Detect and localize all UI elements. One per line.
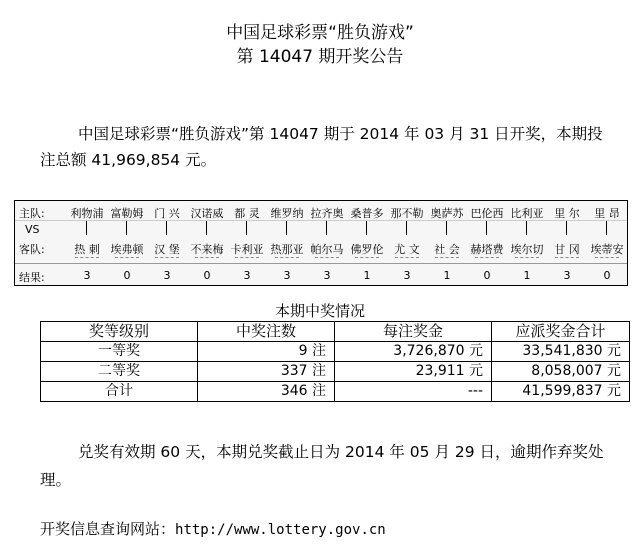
vs-bar <box>286 221 287 235</box>
prize-count: 346 注 <box>198 382 335 402</box>
prize-count: 337 注 <box>198 362 335 382</box>
vs-label: VS <box>25 223 40 236</box>
match-result: 3 <box>243 269 251 282</box>
vs-bar <box>606 221 607 235</box>
vs-bar <box>126 221 127 235</box>
divider <box>235 257 259 258</box>
home-team: 里 尔 <box>554 207 580 220</box>
divider <box>275 257 299 258</box>
away-team: 尤 文 <box>394 243 420 256</box>
home-team: 都 灵 <box>234 207 260 220</box>
away-label: 客队: <box>19 243 45 256</box>
away-team: 赫塔费 <box>470 243 504 256</box>
divider <box>355 257 379 258</box>
match-result: 3 <box>163 269 171 282</box>
home-team: 维罗纳 <box>270 207 304 220</box>
header-per: 每注奖金 <box>335 322 492 342</box>
match-column <box>187 201 227 285</box>
result-label: 结果: <box>19 271 45 284</box>
prize-row <box>41 362 630 382</box>
match-column <box>467 201 507 285</box>
vs-bar <box>206 221 207 235</box>
divider <box>315 257 339 258</box>
divider <box>595 257 619 258</box>
away-team: 埃蒂安 <box>590 243 624 256</box>
home-team: 利物浦 <box>70 207 104 220</box>
prize-level: 一等奖 <box>41 342 198 362</box>
prize-level: 二等奖 <box>41 362 198 382</box>
divider <box>195 257 219 258</box>
away-team: 埃尔切 <box>510 243 544 256</box>
vs-bar <box>486 221 487 235</box>
divider <box>555 257 579 258</box>
match-column <box>67 201 107 285</box>
vs-bar <box>526 221 527 235</box>
prize-row <box>41 382 630 402</box>
vs-bar <box>406 221 407 235</box>
prize-per: --- <box>335 382 492 402</box>
match-result: 0 <box>603 269 611 282</box>
vs-bar <box>566 221 567 235</box>
match-column <box>107 201 147 285</box>
home-team: 奥萨苏 <box>430 207 464 220</box>
match-column <box>507 201 547 285</box>
away-team: 帕尔马 <box>310 243 344 256</box>
prize-total: 33,541,830 元 <box>492 342 630 362</box>
home-team: 富勒姆 <box>110 207 144 220</box>
prize-count: 9 注 <box>198 342 335 362</box>
home-label: 主队: <box>19 207 45 220</box>
header-count: 中奖注数 <box>198 322 335 342</box>
intro-paragraph: 中国足球彩票“胜负游戏”第 14047 期于 2014 年 03 月 31 日开奖，本期投注总额 41,969,854 元。 <box>40 125 603 169</box>
home-team: 比利亚 <box>510 207 544 220</box>
away-team: 热那亚 <box>270 243 304 256</box>
away-team: 热 刺 <box>74 243 100 256</box>
divider <box>475 257 499 258</box>
validity-notice: 兑奖有效期 60 天，本期兑奖截止日为 2014 年 05 月 29 日，逾期作弃奖处理。 <box>40 443 604 489</box>
away-team: 佛罗伦 <box>350 243 384 256</box>
match-column <box>227 201 267 285</box>
home-team: 桑普多 <box>350 207 384 220</box>
away-team: 埃弗顿 <box>110 243 144 256</box>
title-line1: 中国足球彩票“胜负游戏” <box>226 23 414 43</box>
match-column <box>387 201 427 285</box>
home-team: 那不勒 <box>390 207 424 220</box>
match-column <box>267 201 307 285</box>
match-result: 3 <box>283 269 291 282</box>
prize-level: 合计 <box>41 382 198 402</box>
match-result: 3 <box>563 269 571 282</box>
prize-subtitle: 本期中奖情况 <box>274 302 365 320</box>
prize-per: 3,726,870 元 <box>335 342 492 362</box>
home-team: 巴伦西 <box>470 207 504 220</box>
match-column <box>587 201 627 285</box>
prize-per: 23,911 元 <box>335 362 492 382</box>
prize-table <box>40 321 630 402</box>
match-result: 0 <box>483 269 491 282</box>
match-table <box>14 200 628 286</box>
match-result: 1 <box>523 269 531 282</box>
title-line2: 第 14047 期开奖公告 <box>236 47 404 67</box>
match-result: 1 <box>363 269 371 282</box>
match-result: 3 <box>83 269 91 282</box>
away-team: 甘 冈 <box>554 243 580 256</box>
prize-total: 8,058,007 元 <box>492 362 630 382</box>
home-team: 拉齐奥 <box>310 207 344 220</box>
home-team: 汉诺威 <box>190 207 224 220</box>
vs-bar <box>246 221 247 235</box>
vs-bar <box>326 221 327 235</box>
match-result: 3 <box>403 269 411 282</box>
prize-header-row <box>41 322 630 342</box>
match-result: 3 <box>323 269 331 282</box>
away-team: 不来梅 <box>190 243 224 256</box>
prize-total: 41,599,837 元 <box>492 382 630 402</box>
vs-bar <box>446 221 447 235</box>
site-label: 开奖信息查询网站： <box>40 520 176 538</box>
divider <box>395 257 419 258</box>
vs-bar <box>86 221 87 235</box>
vs-bar <box>366 221 367 235</box>
divider <box>515 257 539 258</box>
match-column <box>147 201 187 285</box>
divider <box>435 257 459 258</box>
away-team: 卡利亚 <box>230 243 264 256</box>
home-team: 门 兴 <box>154 207 180 220</box>
match-column <box>427 201 467 285</box>
query-site <box>40 519 386 540</box>
site-url[interactable]: http://www.lottery.gov.cn <box>175 522 386 538</box>
match-result: 1 <box>443 269 451 282</box>
match-result: 0 <box>123 269 131 282</box>
away-team: 社 会 <box>434 243 460 256</box>
divider <box>75 257 99 258</box>
prize-row <box>41 342 630 362</box>
away-team: 汉 堡 <box>154 243 180 256</box>
match-column <box>307 201 347 285</box>
vs-bar <box>166 221 167 235</box>
match-result: 0 <box>203 269 211 282</box>
header-total: 应派奖金合计 <box>492 322 630 342</box>
divider <box>155 257 179 258</box>
match-column <box>347 201 387 285</box>
match-column <box>547 201 587 285</box>
divider <box>115 257 139 258</box>
home-team: 里 昂 <box>594 207 620 220</box>
header-level: 奖等级别 <box>41 322 198 342</box>
